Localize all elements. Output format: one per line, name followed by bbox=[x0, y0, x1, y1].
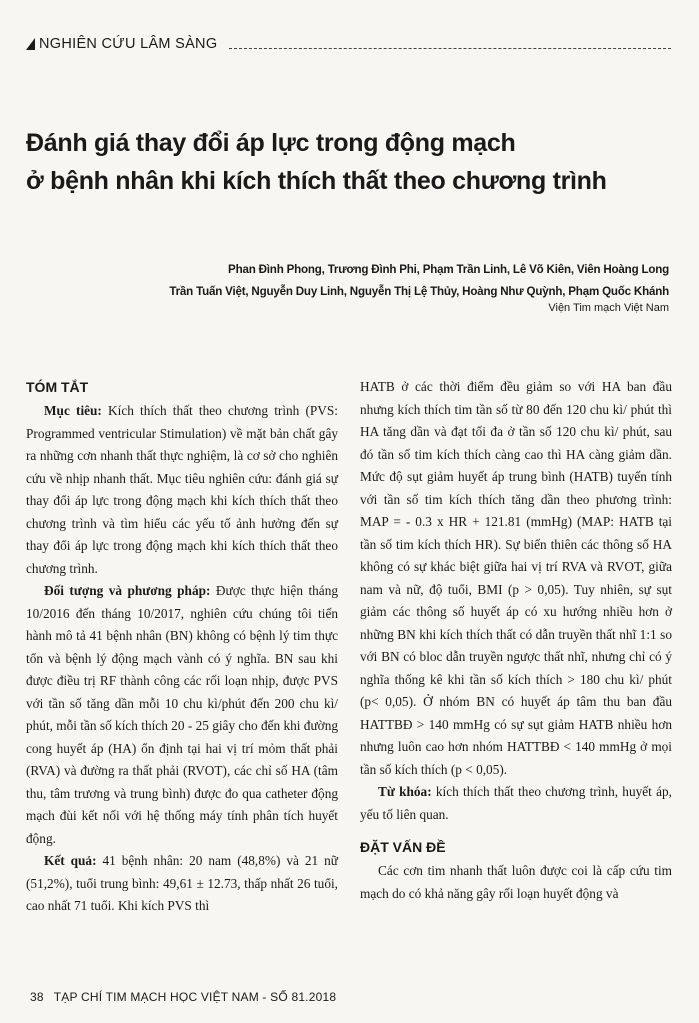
authors-line-2: Trần Tuấn Việt, Nguyễn Duy Linh, Nguyễn Thị Lệ Thủy, Hoàng Như Quỳnh, Phạm Quốc Khánh bbox=[169, 285, 669, 298]
abstract-results bbox=[26, 850, 338, 918]
column-left bbox=[26, 376, 338, 918]
section-label: NGHIÊN CỨU LÂM SÀNG bbox=[39, 36, 218, 52]
objective-text: Kích thích thất theo chương trình (PVS: Programmed ventricular Stimulation) về mặt bản chất gây ra những cơn nhanh thất thực nghiệm, là cơ sở cho nghiên cứu về nhịp nhanh thất. Mục tiêu nghiên cứu: đánh giá sự thay đổi áp lực trong động mạch khi kích thích thất theo chương trình và tìm hiểu các yếu tố ảnh hưởng đến sự thay đổi áp lực trong động mạch khi kích thích thất theo chương trình. bbox=[26, 403, 338, 576]
article-title bbox=[26, 124, 671, 200]
section-header bbox=[26, 34, 671, 54]
results-continued: HATB ở các thời điểm đều giảm so với HA ban đầu nhưng kích thích tim tần số từ 80 đến 120 chu kì/ phút thì HA tăng dần và đạt tối đa ở tần số 120 chu kì/ phút, sau đó tần số tim kích thích càng cao thì HA càng giảm dần. Mức độ sụt giảm huyết áp trung bình (HATB) tuyến tính với tần số tim kích thích tăng dần theo phương trình: MAP = - 0.3 x HR + 121.81 (mmHg) (MAP: HATB tại tần số tim kích thích HR). Sự biến thiên các thông số HA không có sự khác biệt giữa hai vị trí RVA và RVOT, giữa nam và nữ, độ tuổi, BMI (p > 0,05). Tuy nhiên, sự sụt giảm các thông số huyết áp có xu hướng nhiều hơn ở những BN khi kích thích thất có dẫn truyền thất nhĩ 1:1 so với BN có bloc dẫn truyền ngược thất nhĩ, nhưng chỉ có ý nghĩa thống kê khi tần số kích thích > 180 chu kì/ phút (p< 0,05). Ở nhóm BN có huyết áp tâm thu ban đầu HATTBĐ > 140 mmHg có sự sụt giảm HATB nhiều hơn nhưng luôn cao hơn nhóm HATTBĐ < 140 mmHg ở mọi tần số kích thích (p < 0,05). bbox=[360, 379, 672, 777]
author-list bbox=[109, 259, 669, 303]
title-line-2: ở bệnh nhân khi kích thích thất theo chương trình bbox=[26, 167, 607, 195]
title-line-1: Đánh giá thay đổi áp lực trong động mạch bbox=[26, 129, 516, 157]
affiliation: Viện Tim mạch Việt Nam bbox=[548, 302, 669, 314]
intro-heading: ĐẶT VẤN ĐỀ bbox=[360, 839, 446, 855]
results-label: Kết quả: bbox=[44, 853, 97, 868]
journal-name: TẠP CHÍ TIM MẠCH HỌC VIỆT NAM - SỐ 81.2018 bbox=[53, 990, 337, 1004]
column-right bbox=[360, 376, 672, 905]
abstract-methods bbox=[26, 580, 338, 850]
header-dashed-rule bbox=[229, 48, 671, 49]
objective-label: Mục tiêu: bbox=[44, 403, 102, 418]
page-footer bbox=[30, 990, 336, 1004]
authors-line-1: Phan Đình Phong, Trương Đình Phi, Phạm Trần Linh, Lê Võ Kiên, Viên Hoàng Long bbox=[228, 263, 669, 276]
keywords-text: kích thích thất theo chương trình, huyết áp, yếu tố liên quan. bbox=[360, 784, 672, 822]
methods-text: Được thực hiện tháng 10/2016 đến tháng 10/2017, nghiên cứu chúng tôi tiến hành mô tả 41 bệnh nhân (BN) không có bệnh lý tim thực tổn và bệnh lý động mạch vành có ý nghĩa. BN sau khi được điều trị RF thành công các rối loạn nhịp, được PVS với tần số tăng dần mỗi 10 chu kì/phút đến 200 chu kì/ phút, mỗi tần số kích thích 20 - 25 giây cho đến khi đường cong huyết áp (HA) ổn định tại hai vị trí mỏm thất phải (RVA) và đường ra thất phải (RVOT), các chỉ số HA (tâm thu, tâm trương và trung bình) được đo qua catheter động mạch đùi kết nối với hệ thống máy tính phân tích huyết động. bbox=[26, 583, 338, 846]
abstract-objective bbox=[26, 400, 338, 580]
methods-label: Đối tượng và phương pháp: bbox=[44, 583, 211, 598]
keywords-label: Từ khóa: bbox=[378, 784, 432, 799]
triangle-icon bbox=[26, 38, 35, 50]
intro-text: Các cơn tim nhanh thất luôn được coi là cấp cứu tim mạch do có khả năng gây rối loạn huyết động và bbox=[360, 863, 672, 901]
abstract-heading: TÓM TẮT bbox=[26, 379, 89, 395]
results-text: 41 bệnh nhân: 20 nam (48,8%) và 21 nữ (51,2%), tuổi trung bình: 49,61 ± 12.73, thấp nhất 26 tuổi, cao nhất 71 tuổi. Khi kích PVS thì bbox=[26, 853, 338, 913]
keywords bbox=[360, 781, 672, 826]
page-number: 38 bbox=[30, 990, 44, 1004]
